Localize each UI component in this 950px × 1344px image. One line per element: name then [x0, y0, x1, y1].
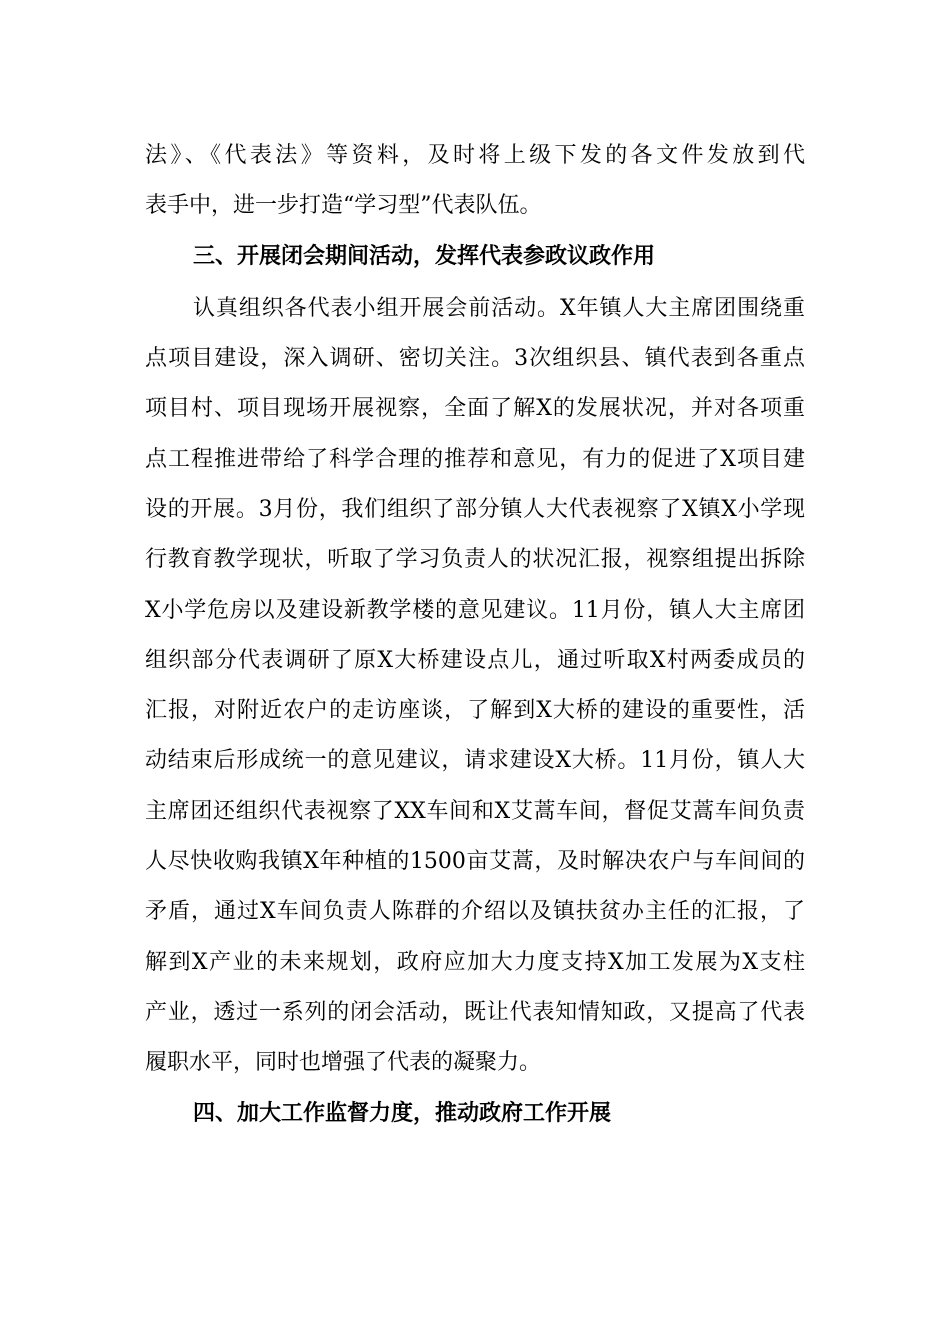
paragraph-2-line-14: 解到X产业的未来规划，政府应加大力度支持X加工发展为X支柱 [145, 950, 805, 975]
paragraph-2-line-4: 点工程推进带给了科学合理的推荐和意见，有力的促进了X项目建 [145, 447, 805, 472]
paragraph-2-line-8: 组织部分代表调研了原X大桥建设点儿，通过听取X村两委成员的 [145, 648, 805, 673]
paragraph-2-line-7: X小学危房以及建设新教学楼的意见建议。11月份，镇人大主席团 [145, 598, 805, 623]
paragraph-2-line-15: 产业，透过一系列的闭会活动，既让代表知情知政，又提高了代表 [145, 1000, 805, 1025]
paragraph-1-line-1: 法》、《代表法》等资料，及时将上级下发的各文件发放到代 [145, 143, 805, 168]
paragraph-2-line-12: 人尽快收购我镇X年种植的1500亩艾蒿，及时解决农户与车间间的 [145, 849, 805, 874]
paragraph-1-line-2: 表手中，进一步打造“学习型”代表队伍。 [145, 193, 542, 218]
paragraph-2-line-2: 点项目建设，深入调研、密切关注。3次组织县、镇代表到各重点 [145, 346, 805, 371]
paragraph-2-line-5: 设的开展。3月份，我们组织了部分镇人大代表视察了X镇X小学现 [145, 497, 805, 522]
section-3-heading: 三、开展闭会期间活动，发挥代表参政议政作用 [193, 244, 656, 269]
paragraph-2-line-3: 项目村、项目现场开展视察，全面了解X的发展状况，并对各项重 [145, 396, 805, 421]
paragraph-2-line-16: 履职水平，同时也增强了代表的凝聚力。 [145, 1050, 542, 1075]
section-4-heading: 四、加大工作监督力度，推动政府工作开展 [193, 1101, 612, 1126]
paragraph-2-line-1: 认真组织各代表小组开展会前活动。X年镇人大主席团围绕重 [193, 296, 805, 321]
paragraph-2-line-6: 行教育教学现状，听取了学习负责人的状况汇报，视察组提出拆除 [145, 547, 805, 572]
paragraph-2-line-10: 动结束后形成统一的意见建议，请求建设X大桥。11月份，镇人大 [145, 748, 805, 773]
paragraph-2-line-13: 矛盾，通过X车间负责人陈群的介绍以及镇扶贫办主任的汇报，了 [145, 899, 805, 924]
paragraph-2-line-11: 主席团还组织代表视察了XX车间和X艾蒿车间，督促艾蒿车间负责 [145, 799, 805, 824]
paragraph-2-line-9: 汇报，对附近农户的走访座谈，了解到X大桥的建设的重要性，活 [145, 698, 805, 723]
